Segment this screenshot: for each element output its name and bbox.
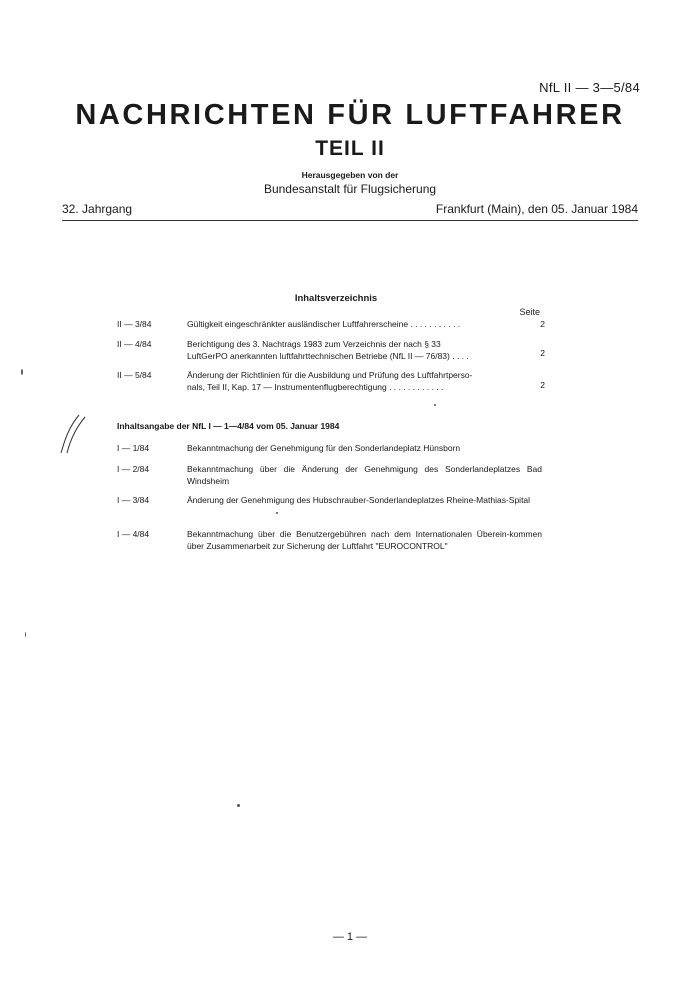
toc-entry-code: II — 4/84 [117,339,152,349]
toc-entry-code: II — 5/84 [117,370,152,380]
header-rule [62,220,638,221]
part1-entry-text: Änderung der Genehmigung des Hubschrauber-Sonderlandeplatzes Rheine-Mathias-Spital [187,495,531,505]
part1-entry-text: Bekanntmachung über die Benutzergebühren nach dem Internationalen Überein-kommen über Zusammenarbeit zur Sicherung der Luftfahrt "EUROCONTROL" [187,529,542,551]
page-number: — 1 — [332,931,368,943]
toc-entry-code: II — 3/84 [117,319,152,329]
part1-entry-text: Bekanntmachung über die Änderung der Genehmigung des Sonderlandeplatzes Bad Windsheim [187,464,542,486]
part1-entry-code: I — 1/84 [117,443,150,453]
toc-entry-text: Gültigkeit eingeschränkter ausländischer Luftfahrerscheine . . . . . . . . . . . [187,319,461,329]
issue-code: NfL II — 3—5/84 [539,80,640,95]
part-title: TEIL II [315,137,385,160]
masthead-title: NACHRICHTEN FÜR LUFTFAHRER [75,99,625,131]
part1-entry-code: I — 4/84 [117,529,150,539]
toc-title: Inhaltsverzeichnis [294,293,378,304]
part1-entry-text: Bekanntmachung der Genehmigung für den Sonderlandeplatz Hünsborn [187,443,461,453]
scan-speck [276,512,278,514]
publisher-name: Bundesanstalt für Flugsicherung [263,182,437,196]
volume-label: 32. Jahrgang [62,202,133,216]
toc-entry-page: 2 [540,380,545,390]
part1-summary-title: Inhaltsangabe der NfL I — 1—4/84 vom 05. Januar 1984 [117,421,340,431]
scan-speck [434,404,436,406]
toc-entry-page: 2 [540,319,545,329]
part1-entry-code: I — 3/84 [117,495,150,505]
scan-speck [25,632,26,637]
handwritten-mark-icon [57,413,91,455]
scan-speck [21,369,23,375]
toc-page-column-label: Seite [519,307,540,317]
publisher-line: Herausgegeben von der [301,170,399,180]
dateline: Frankfurt (Main), den 05. Januar 1984 [435,202,638,216]
toc-entry-text: Berichtigung des 3. Nachtrags 1983 zum Verzeichnis der nach § 33 LuftGerPO anerkannten luftfahrttechnischen Betriebe (NfL II — 76/83) . . . . [187,339,469,361]
toc-entry-text: Änderung der Richtlinien für die Ausbildung und Prüfung des Luftfahrtperso- nals, Teil II, Kap. 17 — Instrumentenflugberechtigung . . . . . . . . . . . . [187,370,473,392]
toc-entry-page: 2 [540,348,545,358]
part1-entry-code: I — 2/84 [117,464,150,474]
scan-speck [237,804,240,807]
